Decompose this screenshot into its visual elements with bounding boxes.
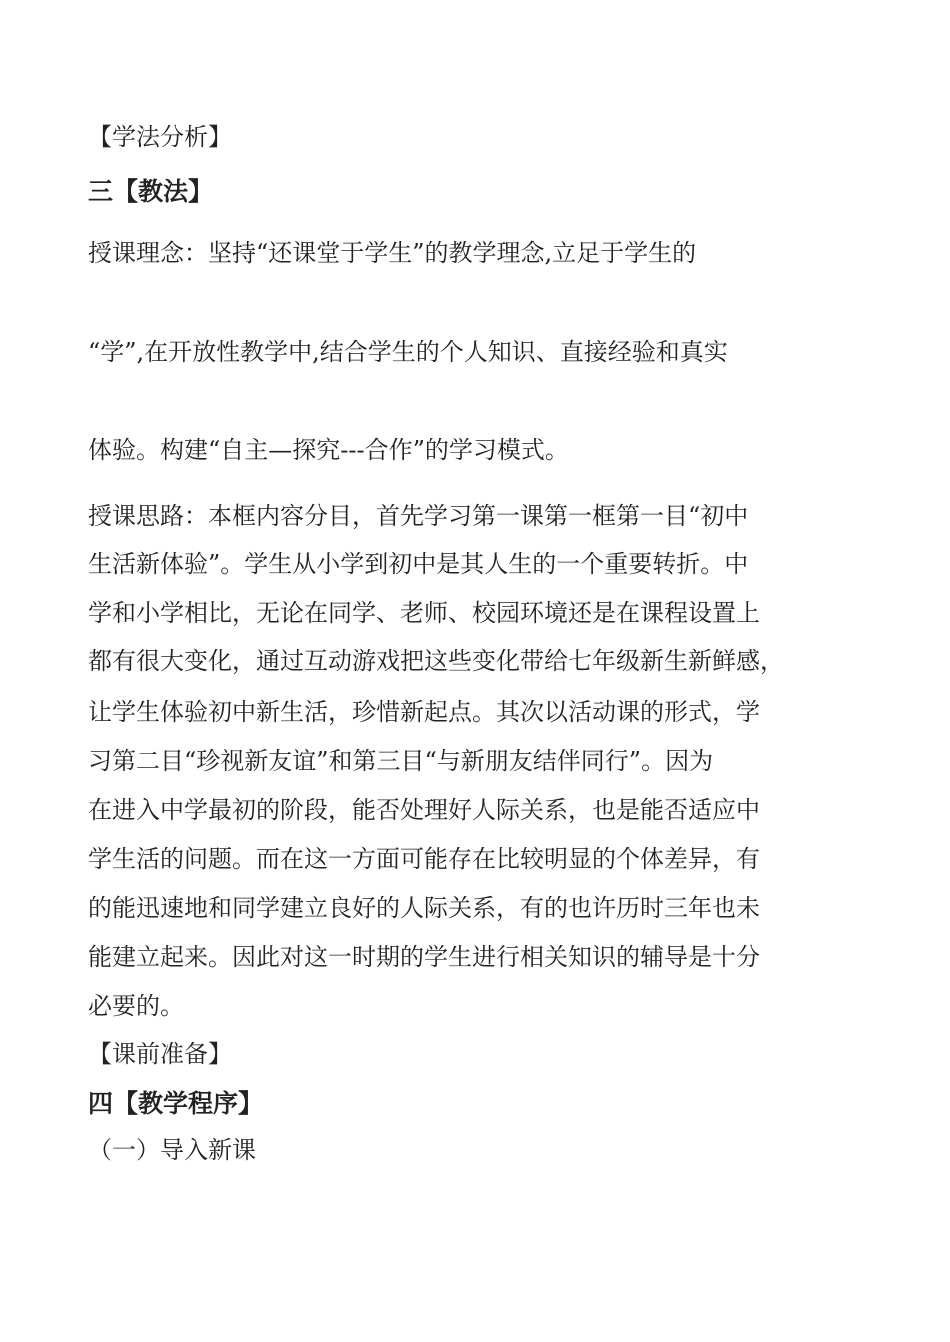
intro-heading: （一）导入新课 [88,1136,256,1164]
study-method-heading: 【学法分析】 [88,123,232,151]
approach-line-2: 生活新体验”。学生从小学到初中是其人生的一个重要转折。中 [88,550,749,578]
approach-line-8: 学生活的问题。而在这一方面可能存在比较明显的个体差异，有 [88,845,760,873]
philosophy-line-1: 授课理念：坚持“还课堂于学生”的教学理念,立足于学生的 [88,239,697,267]
approach-line-7: 在进入中学最初的阶段，能否处理好人际关系，也是能否适应中 [88,796,760,824]
approach-line-4: 都有很大变化，通过互动游戏把这些变化带给七年级新生新鲜感， [88,647,784,675]
approach-line-6: 习第二目“珍视新友谊”和第三目“与新朋友结伴同行”。因为 [88,747,714,775]
approach-line-11: 必要的。 [88,992,184,1020]
approach-line-9: 的能迅速地和同学建立良好的人际关系，有的也许历时三年也未 [88,894,760,922]
approach-line-1: 授课思路：本框内容分目，首先学习第一课第一框第一目“初中 [88,502,749,530]
approach-line-5: 让学生体验初中新生活，珍惜新起点。其次以活动课的形式，学 [88,698,760,726]
approach-line-10: 能建立起来。因此对这一时期的学生进行相关知识的辅导是十分 [88,943,760,971]
philosophy-line-2: “学”,在开放性教学中,结合学生的个人知识、直接经验和真实 [88,338,728,366]
teaching-method-heading: 三【教法】 [88,177,214,206]
pre-class-heading: 【课前准备】 [88,1040,232,1068]
philosophy-line-3: 体验。构建“自主—探究---合作”的学习模式。 [88,436,569,464]
procedure-heading: 四【教学程序】 [88,1089,264,1118]
approach-line-3: 学和小学相比，无论在同学、老师、校园环境还是在课程设置上 [88,599,760,627]
